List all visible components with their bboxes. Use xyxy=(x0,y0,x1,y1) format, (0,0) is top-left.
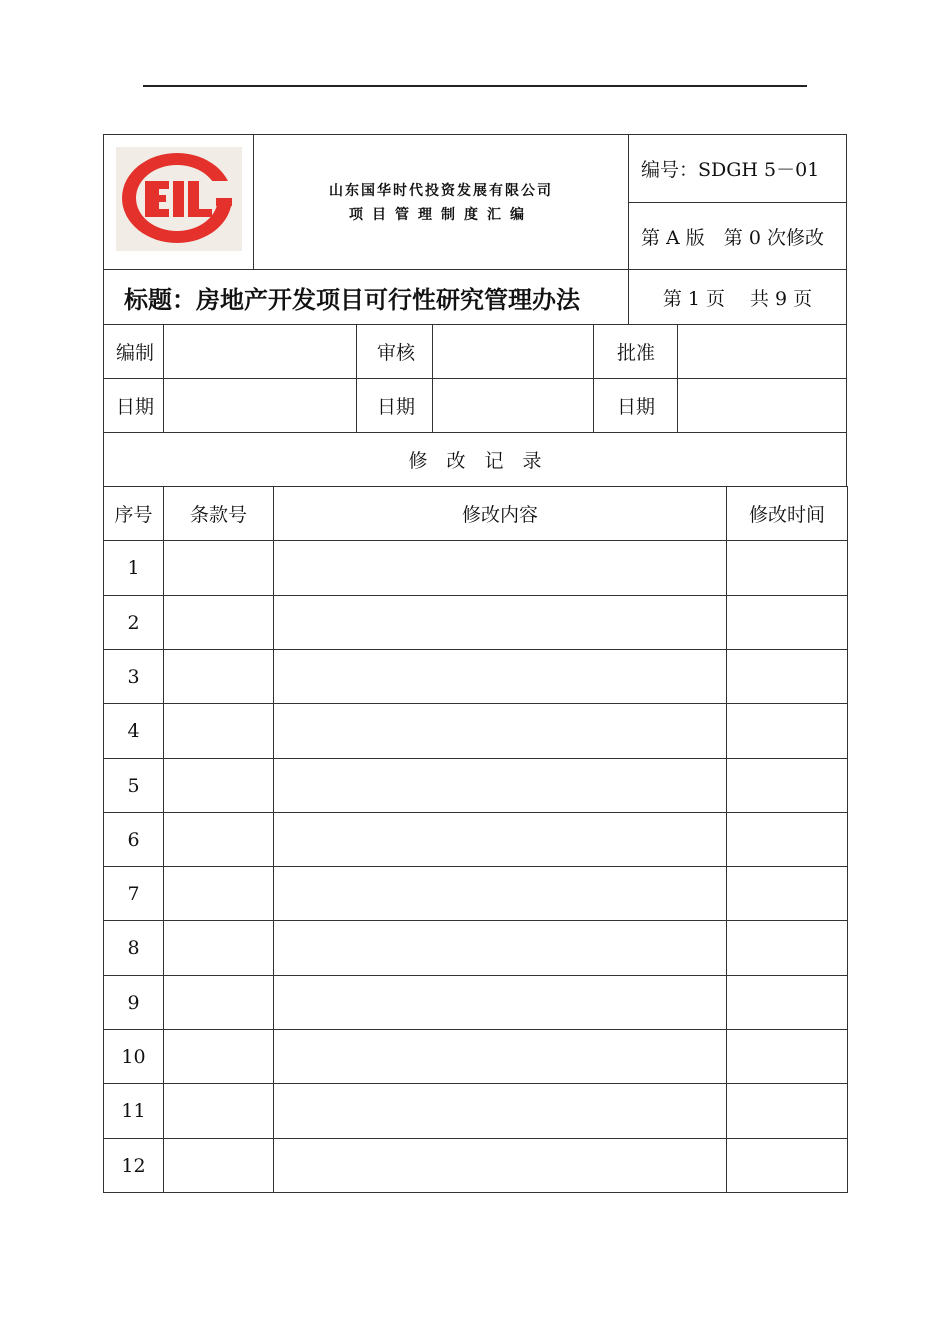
revision-col-content-cell[interactable] xyxy=(273,649,727,704)
revision-col-clause-cell[interactable] xyxy=(163,1029,274,1084)
review-value[interactable] xyxy=(432,324,594,379)
revision-row-number: 12 xyxy=(103,1138,164,1193)
document-title: 标题：房地产开发项目可行性研究管理办法 xyxy=(103,269,629,325)
revision-row-number: 8 xyxy=(103,920,164,976)
revision-col-content-cell[interactable] xyxy=(273,540,727,596)
document-version: 第 A 版 第 0 次修改 xyxy=(628,202,847,270)
revision-col-clause-cell[interactable] xyxy=(163,812,274,867)
revision-col-content-cell[interactable] xyxy=(273,920,727,976)
revision-col-time-cell[interactable] xyxy=(726,866,848,921)
revision-section-title: 修 改 记 录 xyxy=(103,432,847,487)
company-heading xyxy=(253,134,629,270)
eig-logo-icon xyxy=(116,147,242,251)
revision-col-content-cell[interactable] xyxy=(273,1083,727,1139)
revision-row-number: 6 xyxy=(103,812,164,867)
revision-col-content-cell[interactable] xyxy=(273,1138,727,1193)
revision-col-content-cell[interactable] xyxy=(273,758,727,813)
revision-col-clause-cell[interactable] xyxy=(163,866,274,921)
revision-col-content-cell[interactable] xyxy=(273,866,727,921)
revision-col-time-cell[interactable] xyxy=(726,649,848,704)
revision-row-number: 2 xyxy=(103,595,164,650)
revision-col-content-cell[interactable] xyxy=(273,595,727,650)
revision-col-content-cell[interactable] xyxy=(273,975,727,1030)
header-rule xyxy=(143,85,807,87)
revision-row-number: 9 xyxy=(103,975,164,1030)
revision-col-time-cell[interactable] xyxy=(726,540,848,596)
revision-col-clause-cell[interactable] xyxy=(163,595,274,650)
revision-col-clause-cell[interactable] xyxy=(163,920,274,976)
revision-row-number: 3 xyxy=(103,649,164,704)
revision-col-clause-cell[interactable] xyxy=(163,1138,274,1193)
revision-col-time-cell[interactable] xyxy=(726,975,848,1030)
compilation-name: 项目管理制度汇编 xyxy=(349,207,533,223)
compile-label: 编制 xyxy=(103,324,164,379)
revision-col-clause-cell[interactable] xyxy=(163,758,274,813)
document-code: 编号：SDGH 5－01 xyxy=(628,134,847,203)
revision-col-time-cell[interactable] xyxy=(726,1138,848,1193)
company-logo xyxy=(116,147,242,251)
revision-col-content-cell[interactable] xyxy=(273,1029,727,1084)
revision-col-time-cell[interactable] xyxy=(726,920,848,976)
revision-col-clause-cell[interactable] xyxy=(163,975,274,1030)
revision-row-number: 4 xyxy=(103,703,164,759)
revision-header-col-time: 修改时间 xyxy=(726,486,848,541)
review-date-value[interactable] xyxy=(432,378,594,433)
approve-value[interactable] xyxy=(677,324,847,379)
revision-col-time-cell[interactable] xyxy=(726,758,848,813)
revision-col-content-cell[interactable] xyxy=(273,703,727,759)
compile-date-value[interactable] xyxy=(163,378,357,433)
revision-col-time-cell[interactable] xyxy=(726,1029,848,1084)
revision-row-number: 11 xyxy=(103,1083,164,1139)
revision-col-time-cell[interactable] xyxy=(726,812,848,867)
review-label: 审核 xyxy=(356,324,433,379)
review-date-label: 日期 xyxy=(356,378,433,433)
revision-header-col-seq: 序号 xyxy=(103,486,164,541)
company-name: 山东国华时代投资发展有限公司 xyxy=(329,183,553,199)
revision-row-number: 1 xyxy=(103,540,164,596)
revision-col-time-cell[interactable] xyxy=(726,1083,848,1139)
revision-header-col-content: 修改内容 xyxy=(273,486,727,541)
revision-row-number: 7 xyxy=(103,866,164,921)
revision-col-clause-cell[interactable] xyxy=(163,649,274,704)
revision-col-time-cell[interactable] xyxy=(726,595,848,650)
revision-col-time-cell[interactable] xyxy=(726,703,848,759)
revision-col-clause-cell[interactable] xyxy=(163,540,274,596)
approve-date-label: 日期 xyxy=(593,378,678,433)
approve-date-value[interactable] xyxy=(677,378,847,433)
page-info: 第 1 页 共 9 页 xyxy=(628,269,847,325)
approve-label: 批准 xyxy=(593,324,678,379)
revision-col-clause-cell[interactable] xyxy=(163,1083,274,1139)
revision-col-content-cell[interactable] xyxy=(273,812,727,867)
revision-header-col-clause: 条款号 xyxy=(163,486,274,541)
compile-value[interactable] xyxy=(163,324,357,379)
revision-row-number: 5 xyxy=(103,758,164,813)
compile-date-label: 日期 xyxy=(103,378,164,433)
revision-col-clause-cell[interactable] xyxy=(163,703,274,759)
revision-row-number: 10 xyxy=(103,1029,164,1084)
